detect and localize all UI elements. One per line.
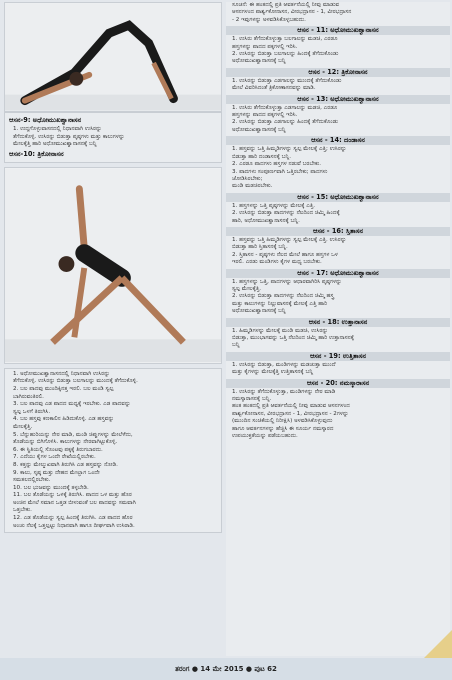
asana-16-title: ಆಸನ - 16: ಸ್ತಿತಾಸನ: [226, 227, 450, 236]
asana-10-line: 9. ಕಾಲು, ಸೃಷ್ಠ ಮತ್ತು ದೇಹದ ಮೇಲ್ಭಾಗ ಒಂದೇ: [13, 469, 100, 476]
asana-17-line: ಸ್ವಲ್ಪ ಮೇಲಕ್ಕೆತ್ತಿ.: [232, 285, 262, 292]
asana-20-line: (ಮುಂದಿನ ಸಂಚಿಕೆಯಲ್ಲಿ ನಿರೀಕ್ಷಿಸಿ) ಅಳವಡಿಸಿಕೊಳ್ಳುವುದು: [232, 418, 333, 425]
asana-17-line: 2. ಉಸಿರನ್ನು ಬಿಡುತ್ತಾ ಪಾದಗಳನ್ನು ನೆಲದಿಂದ ಚಿಮ್ಮಿ ಹಸ್ತ್ರ: [232, 293, 334, 300]
asana-20-line: ಹಾಗೂ ಆವರ್ತನಗಳನ್ನು ಹೆಚ್ಚಿಸಿ ಈ ಸೂರ್ಯ ನಮಸ್ಕಾರದ: [232, 425, 334, 432]
asana-10-line: ಅಂಚು ನೆಲಕ್ಕೆ ಒತ್ತಲ್ಪಟ್ಟು ನಿಧಾನವಾಗಿ ಹಾಗೂ ದೀರ್ಘವಾಗಿ ಉಸಿರಾಡಿ.: [13, 522, 135, 529]
asana-13-line: 1. ಉಸಿರು ತೆಗೆದುಕೊಳ್ಳುತ್ತಾ ಎಡಗಾಲನ್ನು ಮಡಚಿ, ಎರಡೂ: [232, 104, 338, 111]
asana-10-line: 8. ಕತ್ತನ್ನು ಮೇಲ್ಮುಖವಾಗಿ ತಿರುಗಿಸಿ ಎಡ ಹಸ್ತವನ್ನು ನೋಡಿ.: [13, 461, 118, 468]
asana-15-line: ಹಾರಿ, ಅಧೋಮುಖಶ್ವಾನಾಸನಕ್ಕೆ ಬನ್ನಿ.: [232, 217, 300, 224]
asana-10-line: ಮೇಲಕ್ಕೆತ್ತಿ.: [13, 423, 33, 430]
asana-16-line: 2. ಸ್ತಿತಾಸನ - ಪೃಷ್ಠಗಳು ನೆಲದ ಮೇಲೆ ಹಾಗೂ ಹಸ್ತಗಳ ಒಳ: [232, 251, 338, 258]
asana-11-line: 1. ಉಸಿರು ತೆಗೆದುಕೊಳ್ಳುತ್ತಾ ಬಲಗಾಲನ್ನು ಮಡಚಿ, ಎರಡೂ: [232, 36, 338, 43]
asana-9-block: [4, 112, 222, 163]
asana-16-line: ಇರಲಿ. ಎರಡು ಮಂಡಿಗಳು ಕೈಗಳ ಮಧ್ಯ ಬರಬೇಕು.: [232, 259, 322, 266]
asana-10-line: 5. ಬೆನ್ನುಹುರಿಯನ್ನು ನೇರ ಮಾಡಿ, ಮಂಡಿ ಚಿಪ್ಪುಗಳನ್ನು ಮೇಲೆಳೆದು,: [13, 431, 133, 438]
asana-18-line: 1. ಹಿಮ್ಮಡಿಗಳನ್ನು ಮೇಲಕ್ಕೆ ಮಂಡಿ ಮಡಚಿ, ಉಸಿರನ್ನು: [232, 327, 328, 334]
asana-19-line: 1. ಉಸಿರನ್ನು ಬಿಡುತ್ತಾ, ಮಂಡಿಗಳನ್ನು ಮಡಚುತ್ತಾ ಮುಂದೆ: [232, 361, 336, 368]
asana-10-line: 1. ಅಧೋಮುಖಶ್ವಾನಾಸನದಲ್ಲಿ ನಿಧಾನವಾಗಿ ಉಸಿರನ್ನು: [13, 370, 110, 377]
asana-10-line: ತೆಗೆದುಕೊಳ್ಳಿ. ಉಸಿರನ್ನು ಬಿಡುತ್ತಾ ಬಲಗಾಲನ್ನು ಮುಂದಕ್ಕೆ ತೆಗೆದುಕೊಳ್ಳಿ.: [13, 378, 138, 385]
asana-14-line: 3. ಪಾದಗಳು ಸಂಪೂರ್ಣವಾಗಿ ಒತ್ತಿರಬೇಕು; ಪಾದಗಳು: [232, 168, 328, 175]
asana-10-line: 7. ಎದೆಯು ಕೈಗಳ ಒಂದೇ ರೇಖೆಯಲ್ಲಿರಬೇಕು.: [13, 454, 96, 461]
asana-11-line: ಹಸ್ತಗಳನ್ನು ಪಾದದ ಪಕ್ಕಗಳಲ್ಲಿ ಇರಿಸಿ.: [232, 43, 298, 50]
asana-20-title: ಆಸನ - 20: ನಮಸ್ಕಾರಾಸನ: [226, 379, 450, 388]
asana-16-line: 1. ಹಸ್ತವನ್ನು ಒತ್ತಿ ಹಿಮ್ಮಡಿಗಳನ್ನು ಸ್ವಲ್ಪ ಮೇಲಕ್ಕೆ ಎತ್ತಿ. ಉಸಿರನ್ನು: [232, 236, 347, 243]
asana-9-line: ತೆಗೆದುಕೊಳ್ಳಿ. ಉಸಿರನ್ನು ಬಿಡುತ್ತಾ ಪೃಷ್ಠಗಳು ಮತ್ತು ಕಾಲುಗಳನ್ನು: [13, 133, 125, 140]
asana-10-title: ಆಸನ-10: ತ್ರಿಕೋನಾಸನ: [9, 149, 64, 158]
asana-12-title: ಆಸನ - 12: ತ್ರಿಕೋನಾಸನ: [226, 68, 450, 77]
asana-17-title: ಆಸನ - 17: ಅಧೋಮುಖಶ್ವಾನಾಸನ: [226, 269, 450, 278]
asana-10-line: 4. ಬಲ ಹಸ್ತವು ಕಣಕಾಲಿನ ಹಿಡಿದುಕೊಳ್ಳಿ. ಎಡ ಹಸ್ತವನ್ನು: [13, 416, 114, 423]
asana-9-line: ಮೇಲಕ್ಕೆತ್ತಿ ಹಾರಿ ಅಧೋಮುಖಶ್ವಾನಾಸನಕ್ಕೆ ಬನ್ನಿ: [13, 141, 97, 148]
asana-20-line: ಉಪಯುಕ್ತತೆಯನ್ನು ಪಡೆಯಬಹುದು.: [232, 433, 298, 440]
asana-14-line: ಜೋಡಿಸಿರಬೇಕು;: [232, 175, 263, 182]
asana-10-line: ಸ್ವಲ್ಪ ಒಳಗೆ ತಿರುಗಿಸಿ.: [13, 408, 51, 415]
asana-19-title: ಆಸನ - 19: ಉತ್ತಿತಾಸನ: [226, 352, 450, 361]
downward-dog-figure: [5, 3, 221, 111]
intro-line: ಸೂಚನೆ: ಈ ಹಂತದಲ್ಲಿ ಪ್ರತಿ ಆವರ್ತನೆಯಲ್ಲಿ ನೀವು ಮಾಡುವ: [232, 2, 340, 8]
asana-18-line: ಬಿಡುತ್ತಾ, ಮುಂಭಾಗವನ್ನು ಒತ್ತಿ ನೆಲದಿಂದ ಚಿಮ್ಮಿ ಹಾರಿ ಉತ್ತಾನಾಸನಕ್ಕೆ: [232, 335, 354, 341]
asana-10-line: 10. ಬಲ ಭುಜವನ್ನು ಮುಂದಕ್ಕೆ ತಳ್ಳಬೇಡಿ.: [13, 484, 89, 491]
asana-11-line: 2. ಉಸಿರನ್ನು ಬಿಡುತ್ತಾ ಬಲಗಾಲನ್ನು ಹಿಂದಕ್ಕೆ ತೆಗೆದುಕೊಂಡು: [232, 51, 339, 58]
asana-9-title: ಆಸನ-9: ಅಧೋಮುಖಶ್ವಾನಾಸನ: [9, 116, 82, 124]
asana-11-line: ಅಧೋಮುಖಶ್ವಾನಾಸನಕ್ಕೆ ಬನ್ನಿ: [232, 58, 286, 65]
asana-9-line: 1. ಉದ್ದಗೊಳ್ಳುವಾಸನದಲ್ಲಿ ನಿಧಾನವಾಗಿ ಉಸಿರನ್ನು: [13, 126, 102, 132]
asana-13-line: 2. ಉಸಿರನ್ನು ಬಿಡುತ್ತಾ ಎಡಗಾಲನ್ನು ಹಿಂದಕ್ಕೆ ತೆಗೆದುಕೊಂಡು: [232, 119, 339, 126]
asana-13-line: ಹಸ್ತಗಳನ್ನು ಪಾದದ ಪಕ್ಕಗಳಲ್ಲಿ ಇರಿಸಿ.: [232, 112, 298, 119]
asana-13-title: ಆಸನ - 13: ಅಧೋಮುಖಶ್ವಾನಾಸನ: [226, 95, 450, 104]
asana-14-line: 2. ಎರಡೂ ಪಾದಗಳು ಹಸ್ತಗಳ ನಡುವೆ ಬರಬೇಕು.: [232, 161, 322, 168]
asana-14-line: ಬಿಡುತ್ತಾ ಹಾರಿ ದಂಡಾಸನಕ್ಕೆ ಬನ್ನಿ.: [232, 153, 292, 160]
intro-line: - 2 ಇವುಗಳನ್ನು ಅಳವಡಿಸಿಕೊಳ್ಳಬಹುದು.: [232, 16, 306, 23]
right-column: [226, 2, 450, 656]
asana-14-title: ಆಸನ - 14: ದಂಡಾಸನ: [226, 136, 450, 145]
asana-12-line: ಮೇಲೆ ವಿವರಿಸಿದಂತೆ ತ್ರಿಕೋಣಾಸನವನ್ನು ಮಾಡಿ.: [232, 85, 316, 92]
asana-10-line: ಒತ್ತಬೇಕು.: [13, 507, 32, 514]
asana-10-line: ಬಾಗಿರುವಂತಿರಲಿ.: [13, 393, 44, 400]
asana-10-line: ತೊಡೆಯನ್ನು ಬಿಗಿಗೊಳಿಸಿ. ಕಾಲುಗಳನ್ನು ನೇರವಾಗಿಟ್ಟುಕೊಳ್ಳಿ.: [13, 439, 118, 446]
asana-10-line: 12. ಎಡ ತೊಡೆಯನ್ನು ಸ್ವಲ್ಪ ಹಿಂದಕ್ಕೆ ತಿರುಗಿಸಿ. ಎಡ ಪಾದದ ಹೊರ: [13, 515, 133, 522]
asana-13-line: ಅಧೋಮುಖಶ್ವಾನಾಸನಕ್ಕೆ ಬನ್ನಿ: [232, 126, 286, 133]
asana-17-line: 1. ಹಸ್ತಗಳನ್ನು ಒತ್ತಿ, ಪಾದಗಳನ್ನು ಆಧಾರವಾಗಿರಿಸಿ ಪೃಷ್ಠಗಳನ್ನು: [232, 278, 342, 285]
asana-16-line: ಬಿಡುತ್ತಾ ಹಾರಿ ಸ್ತಿತಾಸನಕ್ಕೆ ಬನ್ನಿ.: [232, 244, 288, 251]
asana-20-line: ಪಾರ್ಶ್ವಕೋನಾಸನ, ವೀರಭದ್ರಾಸನ - 1, ವೀರಭದ್ರಾಸನ - 2ಗಳನ್ನು: [232, 410, 349, 417]
asana-10-line: 2. ಬಲ ಪಾದವು ಮುಂದಿಕ್ಕಿನತ್ತ ಇರಲಿ. ಬಲ ಮಂಡಿ ಸ್ವಲ್ಪ: [13, 385, 114, 392]
asana-15-line: 1. ಹಸ್ತಗಳನ್ನು ಒತ್ತಿ ಪೃಷ್ಠಗಳನ್ನು ಮೇಲಕ್ಕೆ ಎತ್ತಿ.: [232, 202, 316, 209]
asana-12-line: 1. ಉಸಿರನ್ನು ಬಿಡುತ್ತಾ ಎಡಗಾಲನ್ನು ಮುಂದಕ್ಕೆ ತೆಗೆದುಕೊಂಡು: [232, 77, 342, 84]
asana-14-line: 1. ಹಸ್ತವನ್ನು ಒತ್ತಿ ಹಿಮ್ಮಡಿಗಳನ್ನು ಸ್ವಲ್ಪ ಮೇಲಕ್ಕೆ ಎತ್ತಿ; ಉಸಿರನ್ನು: [232, 146, 347, 153]
asana-10-block: [4, 368, 222, 533]
left-column: [4, 2, 222, 656]
intro-line: ಆಸನಗಳಂದ ಪಾರ್ಶ್ವಕೋನಾಸನ, ವೀರಭದ್ರಾಸನ - 1, ವೀರಭದ್ರಾಸನ: [232, 9, 352, 16]
asana-15-title: ಆಸನ - 15: ಅಧೋಮುಖಶ್ವಾನಾಸನ: [226, 193, 450, 202]
triangle-pose-figure: [5, 168, 221, 363]
page-footer: ತರಂಗ ● 14 ಮೇ 2015 ● ಪುಟ 62: [0, 658, 452, 680]
asana-10-line: ಅಂಚಿನ ಮೇಲೆ ಸಮಾನ ಒತ್ತಡ ಬೀಳುವಂತೆ ಬಲ ಪಾದವನ್ನು ಸಮವಾಗಿ: [13, 499, 136, 506]
asana-18-line: ಬನ್ನಿ: [232, 342, 240, 349]
asana-18-title: ಆಸನ - 18: ಉತ್ತಾನಾಸನ: [226, 318, 450, 327]
asana-20-line: ಹಂತ ಹಂತದಲ್ಲಿ ಪ್ರತಿ ಆವರ್ತನೆಯಲ್ಲಿ ನೀವು ಮಾಡುವ ಆಸನಗಳಂದ: [232, 403, 350, 410]
asana-19-line: ಮತ್ತು ಕೈಗಳನ್ನು ಮೇಲಕ್ಕೆತ್ತಿ ಉತ್ತಿತಾಸನಕ್ಕೆ ಬನ್ನಿ: [232, 369, 314, 376]
page-corner-fold: [424, 630, 452, 658]
asana-14-line: ಮಂಡಿ ಮಡಚಿರಬೇಕು.: [232, 183, 273, 190]
asana-17-line: ಅಧೋಮುಖಶ್ವಾನಾಸನಕ್ಕೆ ಬನ್ನಿ: [232, 308, 286, 315]
asana-10-line: 6. ಈ ಸ್ಥಿತಿಯಲ್ಲಿ ಸೊಂಟವು ಪಕ್ಕಕ್ಕೆ ತಿರುಗಬಾರದು.: [13, 446, 103, 453]
downward-dog-photo: [4, 2, 222, 112]
asana-17-line: ಮತ್ತು ಕಾಲುಗಳನ್ನು ನಿಲ್ಲುವಾಸನಕ್ಕೆ ಮೇಲಕ್ಕೆ ಎತ್ತಿ ಹಾರಿ: [232, 300, 328, 307]
asana-10-line: ಸಮತಲದಲ್ಲಿರಬೇಕು.: [13, 477, 51, 484]
asana-10-line: 11. ಬಲ ತೊಡೆಯನ್ನು ಒಳಕ್ಕೆ ತಿರುಗಿಸಿ. ಪಾದದ ಒಳ ಮತ್ತು ಹೊರ: [13, 492, 132, 499]
asana-20-line: 1. ಉಸಿರನ್ನು ತೆಗೆದುಕೊಳ್ಳುತ್ತಾ, ಮಂಡಿಗಳನ್ನು ನೇರ ಮಾಡಿ: [232, 388, 336, 395]
asana-15-line: 2. ಉಸಿರನ್ನು ಬಿಡುತ್ತಾ ಪಾದಗಳನ್ನು ನೆಲದಿಂದ ಚಿಮ್ಮಿ ಹಿಂದಕ್ಕೆ: [232, 210, 340, 217]
triangle-pose-photo: [4, 167, 222, 364]
asana-20-line: ನಮಸ್ಕಾರಾಸನಕ್ಕೆ ಬನ್ನಿ.: [232, 396, 272, 403]
asana-11-title: ಆಸನ - 11: ಅಧೋಮುಖಶ್ವಾನಾಸನ: [226, 26, 450, 35]
asana-10-line: 3. ಬಲ ಪಾದವು ಎಡ ಪಾದದ ಮಧ್ಯಕ್ಕೆ ಇರಬೇಕು. ಎಡ ಪಾದವನ್ನು: [13, 401, 131, 408]
